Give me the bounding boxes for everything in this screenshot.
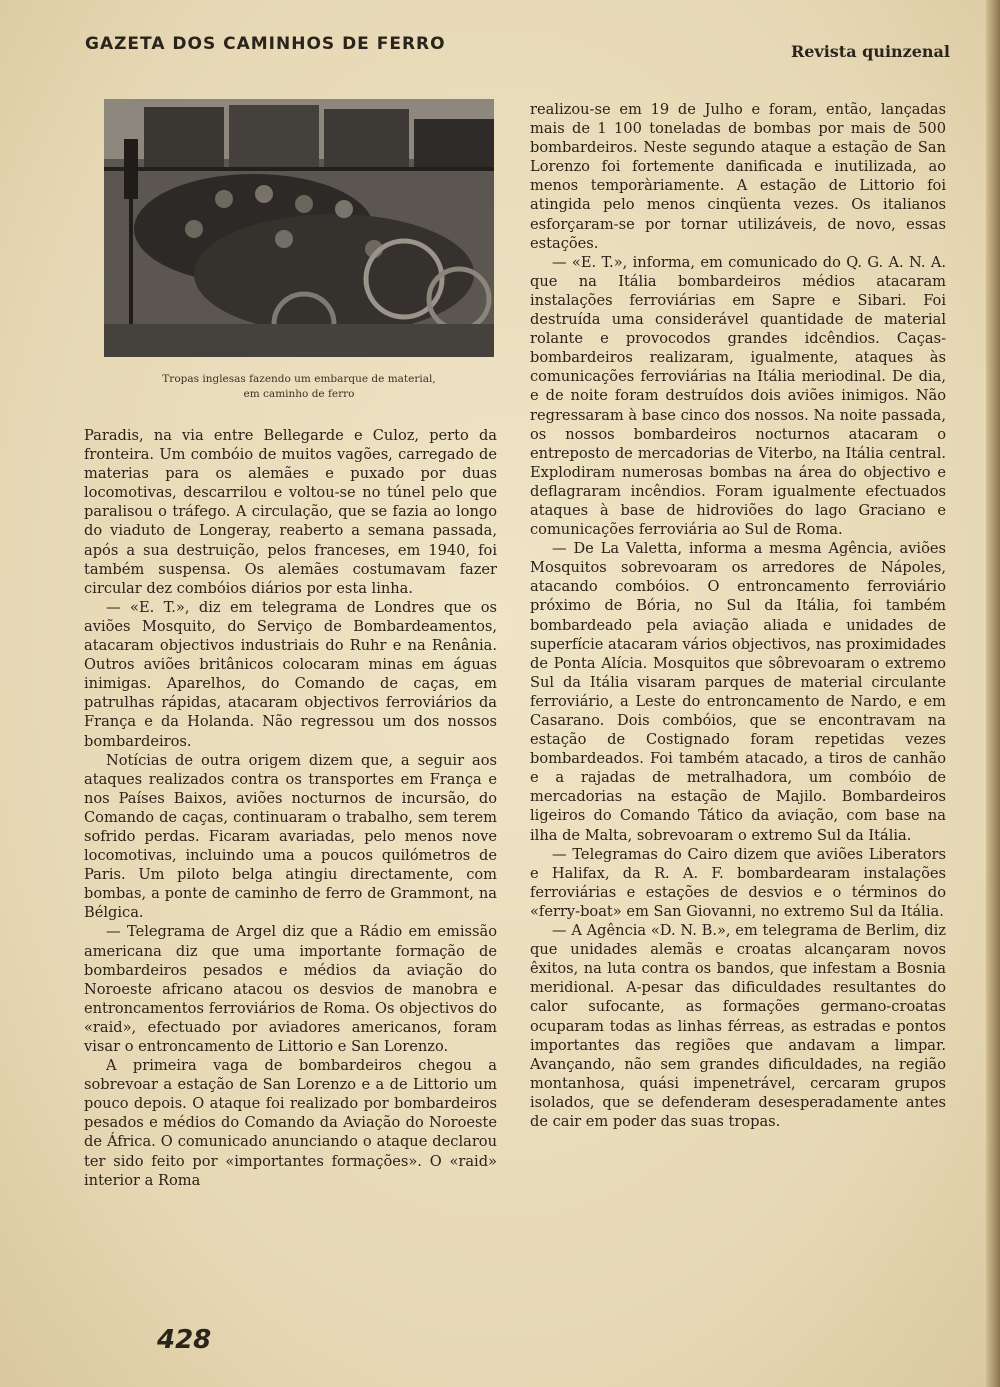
troops-loading-photo [104,99,494,357]
page-number: 428 [157,1325,212,1355]
left-paragraph: Notícias de outra origem dizem que, a seguir aos ataques realizados contra os transportes em França e nos Países Baixos, aviões nocturnos de incursão, do Comando de caças, continuaram o trabalho, sem terem sofrido perdas. Ficaram avariadas, pelo menos nove locomotivas, incluindo uma a poucos quilómetros de Paris. Um piloto belga atingiu directamente, com bombas, a ponte de caminho de ferro de Grammont, na Bélgica. [84,751,497,922]
left-paragraph: — Telegrama de Argel diz que a Rádio em emissão americana diz que uma importante formação de bombardeiros pesados e médios da aviação do Noroeste africano atacou os desvios de manobra e entroncamentos ferroviários de Roma. Os objectivos do «raid», efectuado por aviadores americanos, foram visar o entroncamento de Littorio e San Lorenzo. [84,923,497,1055]
journal-title: GAZETA DOS CAMINHOS DE FERRO [85,34,446,54]
page-binding-shadow [986,0,1000,1387]
right-paragraph: — Telegramas do Cairo dizem que aviões Liberators e Halifax, da R. A. F. bombardearam instalações ferroviárias e estações de desvios e o términos do «ferry-boat» em San Giovanni, no extremo Sul da Itália. [530,845,946,920]
left-paragraph: Paradis, na via entre Bellegarde e Culoz, perto da fronteira. Um combóio de muitos vagões, carregado de materias para os alemães e puxado por duas locomotivas, descarrilou e voltou-se no túnel pelo que paralisou o tráfego. A circulação, que se fazia ao longo do viaduto de Longeray, reaberto a semana passada, após a sua destruição, pelos franceses, em 1940, foi também suspensa. Os alemães costumavam fazer circular dez combóios diários por esta linha. [84,427,497,597]
right-paragraph: realizou-se em 19 de Julho e foram, então, lançadas mais de 1 100 toneladas de bombas por mais de 500 bombardeiros. Neste segundo ataque a estação de San Lorenzo foi fortemente danificada e inutilizada, ao menos temporàriamente. A estação de Littorio foi atingida pelo menos cinqüenta vezes. Os italianos esforçaram-se por tornar utilizáveis, de novo, essas estações. [530,101,946,252]
right-paragraph: — «E. T.», informa, em comunicado do Q. G. A. N. A. que na Itália bombardeiros médios atacaram instalações ferroviárias em Sapre e Sibari. Foi destruída uma considerável quantidade de material rolante e provocodos grandes idcêndios. Caças-bombardeiros realizaram, igualmente, ataques às comunicações ferroviárias na Itália meriodinal. De dia, e de noite foram destruídos dois aviões inimigos. Não regressaram à base cinco dos nossos. Na noite passada, os nossos bombardeiros nocturnos atacaram o entreposto de mercadorias de Viterbo, na Itália central. Explodiram numerosas bombas na área do objectivo e deflagraram incêndios. Foram igualmente efectuados ataques à base de hidroviões do lago Graciano e comunicações ferroviária ao Sul de Roma. [530,253,946,539]
right-paragraph: — A Agência «D. N. B.», em telegrama de Berlim, diz que unidades alemãs e croatas alcançaram novos êxitos, na luta contra os bandos, que infestam a Bosnia meridional. A-pesar das dificuldades resultantes do calor sufocante, as formações germano-croatas ocuparam todas as linhas férreas, as estradas e pontos importantes das regiões que andavam a limpar. Avançando, não sem grandes dificuldades, na região montanhosa, quási impenetrável, cercaram grupos isolados, que se defenderam desesperadamente antes de cair em poder das suas tropas. [530,922,946,1130]
left-column [84,426,497,1190]
right-column [530,100,946,1131]
left-paragraph: — «E. T.», diz em telegrama de Londres que os aviões Mosquito, do Serviço de Bombardeamentos, atacaram objectivos industriais do Ruhr e na Renânia. Outros aviões britânicos colocaram minas em águas inimigas. Aparelhos, do Comando de caças, em patrulhas rápidas, atacaram objectivos ferroviários da França e da Holanda. Não regressou um dos nossos bombardeiros. [84,598,497,750]
left-paragraph: A primeira vaga de bombardeiros chegou a sobrevoar a estação de San Lorenzo e a de Littorio um pouco depois. O ataque foi realizado por bombardeiros pesados e médios do Comando da Aviação do Noroeste de África. O comunicado anunciando o ataque declarou ter sido feito por «importantes formações». O «raid» interior a Roma [84,1057,497,1189]
right-paragraph: — De La Valetta, informa a mesma Agência, aviões Mosquitos sobrevoaram os arredores de Nápoles, atacando combóios. O entroncamento ferroviário próximo de Bória, no Sul da Itália, foi também bombardeado pela aviação aliada e unidades de superfície atacaram vários objectivos, nas proximidades de Ponta Alícia. Mosquitos que sôbrevoaram o extremo Sul da Itália visaram parques de material circulante ferroviário, a Leste do entroncamento de Nardo, e em Casarano. Dois combóios, que se encontravam na estação de Costignado foram repetidas vezes bombardeados. Foi também atacado, a tiros de canhão e a rajadas de metralhadora, um combóio de mercadorias na estação de Majilo. Bombardeiros ligeiros do Comando Tático da aviação, com base na ilha de Malta, sobrevoaram o extremo Sul da Itália. [530,540,946,844]
photo-caption [104,372,494,402]
photo-illustration [104,99,494,357]
caption-line-2: em caminho de ferro [243,388,355,400]
caption-line-1: Tropas inglesas fazendo um embarque de material, [162,373,436,385]
issue-type: Revista quinzenal [790,42,950,61]
